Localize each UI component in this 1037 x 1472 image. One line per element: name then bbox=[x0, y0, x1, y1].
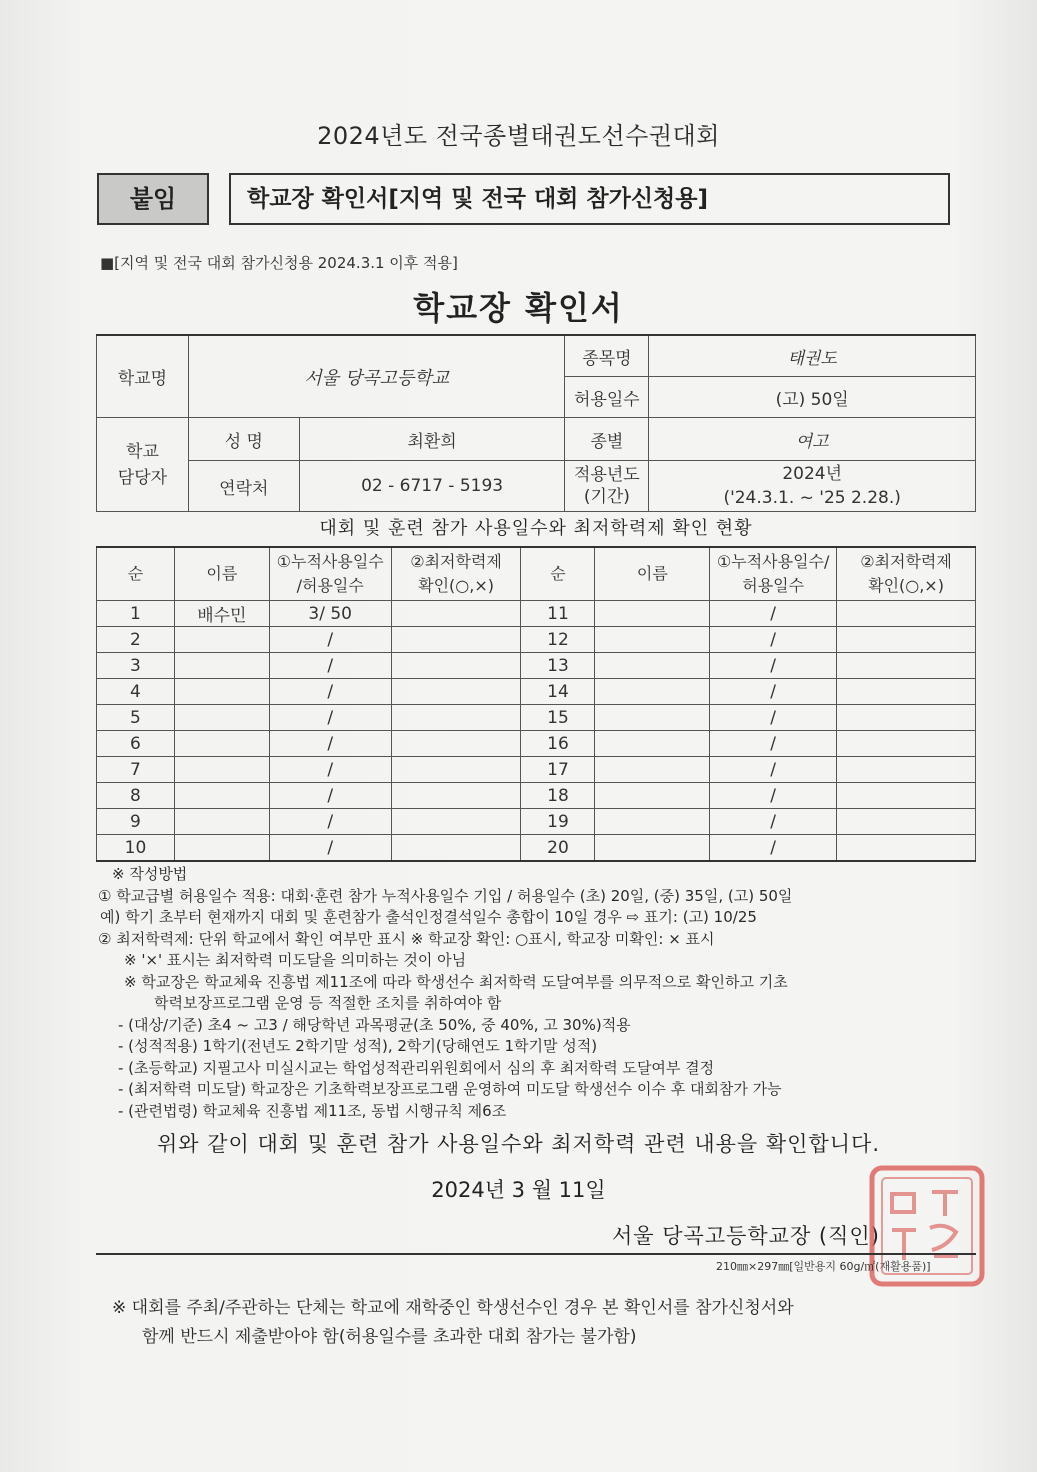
row-days-right: / bbox=[710, 809, 837, 835]
row-check bbox=[391, 731, 521, 757]
row-name-right bbox=[595, 783, 710, 809]
row-days: / bbox=[269, 653, 391, 679]
row-check bbox=[391, 627, 521, 653]
usage-header-row bbox=[97, 547, 976, 601]
row-no: 3 bbox=[97, 653, 175, 679]
allowed-days-label: 허용일수 bbox=[565, 377, 649, 418]
row-name bbox=[174, 627, 269, 653]
row-name bbox=[174, 731, 269, 757]
note-line: - (대상/기준) 초4 ~ 고3 / 해당학년 과목평균(초 50%, 중 40%, 고 30%)적용 bbox=[118, 1015, 631, 1034]
header-name: 이름 bbox=[174, 547, 269, 601]
row-days-right: / bbox=[710, 835, 837, 862]
notice-line: ■[지역 및 전국 대회 참가신청용 2024.3.1 이후 적용] bbox=[100, 254, 458, 272]
header-days-line1: ①누적사용일수 bbox=[276, 552, 384, 571]
row-no: 2 bbox=[97, 627, 175, 653]
header-academic-right-line2: 확인(○,×) bbox=[868, 576, 944, 595]
header-days bbox=[269, 547, 391, 601]
row-days-right: / bbox=[710, 757, 837, 783]
row-name-right bbox=[595, 627, 710, 653]
row-days-right: / bbox=[710, 783, 837, 809]
row-days: / bbox=[269, 731, 391, 757]
note-line: 예) 학기 초부터 현재까지 대회 및 훈련참가 출석인정결석일수 총합이 10일 경우 ⇨ 표기: (고) 10/25 bbox=[100, 908, 757, 926]
apply-year bbox=[649, 461, 976, 512]
row-days: / bbox=[269, 757, 391, 783]
header-name-right: 이름 bbox=[595, 547, 710, 601]
row-days-right: / bbox=[710, 601, 837, 627]
apply-period-value: ('24.3.1. ~ '25 2.28.) bbox=[723, 488, 901, 508]
row-check-right bbox=[837, 783, 976, 809]
main-title: 학교장 확인서 bbox=[413, 289, 624, 327]
row-no-right: 15 bbox=[521, 705, 595, 731]
row-name-right bbox=[595, 705, 710, 731]
row-name bbox=[174, 809, 269, 835]
header-no-right: 순 bbox=[521, 547, 595, 601]
row-no-right: 13 bbox=[521, 653, 595, 679]
row-check-right bbox=[837, 835, 976, 862]
row-days: / bbox=[269, 679, 391, 705]
phone: 02 - 6717 - 5193 bbox=[299, 461, 565, 512]
note-line: - (성적적용) 1학기(전년도 2학기말 성적), 2학기(당해연도 1학기말 성적) bbox=[118, 1037, 598, 1055]
footer-line: ※ 대회를 주최/주관하는 단체는 학교에 재학중인 학생선수인 경우 본 확인서를 참가신청서와 bbox=[112, 1298, 794, 1318]
note-line: ※ 학교장은 학교체육 진흥법 제11조에 따라 학생선수 최저학력 도달여부를 의무적으로 확인하고 기초 bbox=[124, 972, 788, 991]
school-name-label: 학교명 bbox=[97, 335, 189, 418]
header-days-right bbox=[710, 547, 837, 601]
row-check bbox=[391, 601, 521, 627]
note-line: - (관련법령) 학교체육 진흥법 제11조, 동법 시행규칙 제6조 bbox=[118, 1101, 507, 1120]
table-row bbox=[97, 679, 976, 705]
row-no: 5 bbox=[97, 705, 175, 731]
footer-line: 함께 반드시 제출받아야 함(허용일수를 초과한 대회 참가는 불가함) bbox=[142, 1327, 637, 1347]
allowed-days: (고) 50일 bbox=[649, 377, 976, 418]
category-label: 종별 bbox=[565, 418, 649, 461]
row-name bbox=[174, 679, 269, 705]
row-no: 6 bbox=[97, 731, 175, 757]
row-check bbox=[391, 835, 521, 862]
row-no: 7 bbox=[97, 757, 175, 783]
table-row bbox=[97, 809, 976, 835]
row-name bbox=[174, 783, 269, 809]
row-check-right bbox=[837, 809, 976, 835]
table-row bbox=[97, 601, 976, 627]
table-row bbox=[97, 653, 976, 679]
row-days-right: / bbox=[710, 705, 837, 731]
signer: 서울 당곡고등학교장 (직인) bbox=[612, 1224, 880, 1248]
row-days-right: / bbox=[710, 627, 837, 653]
row-check-right bbox=[837, 731, 976, 757]
row-name-right bbox=[595, 601, 710, 627]
usage-title: 대회 및 훈련 참가 사용일수와 최저학력제 확인 현황 bbox=[319, 518, 753, 539]
sport-label: 종목명 bbox=[565, 335, 649, 377]
note-line: ※ '×' 표시는 최저학력 미도달을 의미하는 것이 아님 bbox=[124, 951, 467, 969]
note-line: - (초등학교) 지필고사 미실시교는 학업성적관리위원회에서 심의 후 최저학력 도달여부 결정 bbox=[118, 1058, 715, 1077]
row-days-right: / bbox=[710, 653, 837, 679]
row-days-right: / bbox=[710, 731, 837, 757]
row-check-right bbox=[837, 679, 976, 705]
header-academic-right bbox=[837, 547, 976, 601]
row-days: 3/ 50 bbox=[269, 601, 391, 627]
sport: 태권도 bbox=[649, 335, 976, 377]
row-check bbox=[391, 679, 521, 705]
row-name-right bbox=[595, 731, 710, 757]
confirm-text: 위와 같이 대회 및 훈련 참가 사용일수와 최저학력 관련 내용을 확인합니다. bbox=[156, 1132, 880, 1156]
row-no: 10 bbox=[97, 835, 175, 862]
note-line: ① 학교급별 허용일수 적용: 대회·훈련 참가 누적사용일수 기입 / 허용일수 (초) 20일, (중) 35일, (고) 50일 bbox=[98, 886, 793, 905]
note-line: - (최저학력 미도달) 학교장은 기초학력보장프로그램 운영하여 미도달 학생선수 이수 후 대회참가 가능 bbox=[118, 1080, 782, 1098]
row-check-right bbox=[837, 601, 976, 627]
usage-table bbox=[96, 546, 976, 862]
row-check bbox=[391, 809, 521, 835]
footer-divider bbox=[96, 1253, 976, 1255]
row-name bbox=[174, 705, 269, 731]
row-name: 배수민 bbox=[174, 601, 269, 627]
header-no: 순 bbox=[97, 547, 175, 601]
row-name bbox=[174, 835, 269, 862]
header-academic-line1: ②최저학력제 bbox=[410, 552, 502, 571]
phone-label: 연락처 bbox=[188, 461, 299, 512]
row-no: 8 bbox=[97, 783, 175, 809]
row-no-right: 14 bbox=[521, 679, 595, 705]
row-days-right: / bbox=[710, 679, 837, 705]
paper-spec: 210㎜×297㎜[일반용지 60g/㎡(재활용품)] bbox=[716, 1260, 931, 1273]
category: 여고 bbox=[649, 418, 976, 461]
info-table bbox=[96, 334, 976, 512]
row-name-right bbox=[595, 835, 710, 862]
row-check-right bbox=[837, 705, 976, 731]
row-no: 1 bbox=[97, 601, 175, 627]
header-academic-right-line1: ②최저학력제 bbox=[860, 552, 952, 571]
row-no: 4 bbox=[97, 679, 175, 705]
row-name bbox=[174, 757, 269, 783]
table-row bbox=[97, 627, 976, 653]
apply-year-value: 2024년 bbox=[782, 464, 842, 484]
writing-notes bbox=[98, 864, 978, 1122]
table-row bbox=[97, 705, 976, 731]
row-no-right: 11 bbox=[521, 601, 595, 627]
row-days: / bbox=[269, 835, 391, 862]
row-check-right bbox=[837, 627, 976, 653]
header-days-line2: /허용일수 bbox=[296, 576, 364, 595]
row-check-right bbox=[837, 653, 976, 679]
row-no: 9 bbox=[97, 809, 175, 835]
row-no-right: 16 bbox=[521, 731, 595, 757]
header-academic bbox=[391, 547, 521, 601]
row-no-right: 20 bbox=[521, 835, 595, 862]
footer-notice bbox=[112, 1294, 982, 1352]
person-name: 최환희 bbox=[299, 418, 565, 461]
row-check bbox=[391, 783, 521, 809]
apply-year-label bbox=[565, 461, 649, 512]
name-label: 성 명 bbox=[188, 418, 299, 461]
attachment-label: 붙임 bbox=[97, 173, 209, 225]
row-name-right bbox=[595, 809, 710, 835]
row-check bbox=[391, 705, 521, 731]
row-name-right bbox=[595, 653, 710, 679]
row-days: / bbox=[269, 783, 391, 809]
row-name bbox=[174, 653, 269, 679]
row-no-right: 18 bbox=[521, 783, 595, 809]
row-no-right: 12 bbox=[521, 627, 595, 653]
header-academic-line2: 확인(○,×) bbox=[418, 576, 494, 595]
row-days: / bbox=[269, 627, 391, 653]
event-title: 2024년도 전국종별태권도선수권대회 bbox=[317, 122, 720, 150]
row-check bbox=[391, 653, 521, 679]
school-name: 서울 당곡고등학교 bbox=[188, 335, 565, 418]
form-title: 학교장 확인서[지역 및 전국 대회 참가신청용] bbox=[229, 173, 950, 225]
row-no-right: 17 bbox=[521, 757, 595, 783]
table-row bbox=[97, 731, 976, 757]
apply-year-label-line1: 적용년도 bbox=[574, 465, 640, 485]
issue-date: 2024년 3 월 11일 bbox=[431, 1178, 606, 1202]
table-row bbox=[97, 835, 976, 862]
row-check bbox=[391, 757, 521, 783]
table-row bbox=[97, 757, 976, 783]
header-days-right-line2: 허용일수 bbox=[742, 576, 805, 595]
table-row bbox=[97, 783, 976, 809]
row-no-right: 19 bbox=[521, 809, 595, 835]
row-check-right bbox=[837, 757, 976, 783]
note-line: ② 최저학력제: 단위 학교에서 확인 여부만 표시 ※ 학교장 확인: ○표시, 학교장 미확인: × 표시 bbox=[98, 929, 715, 948]
note-line: 학력보장프로그램 운영 등 적절한 조치를 취하여야 함 bbox=[154, 994, 502, 1012]
row-days: / bbox=[269, 705, 391, 731]
row-days: / bbox=[269, 809, 391, 835]
row-name-right bbox=[595, 679, 710, 705]
contact-person-label: 학교 담당자 bbox=[97, 418, 189, 512]
apply-year-label-line2: (기간) bbox=[583, 487, 630, 507]
header-days-right-line1: ①누적사용일수/ bbox=[716, 552, 830, 571]
note-line: ※ 작성방법 bbox=[112, 865, 188, 883]
row-name-right bbox=[595, 757, 710, 783]
